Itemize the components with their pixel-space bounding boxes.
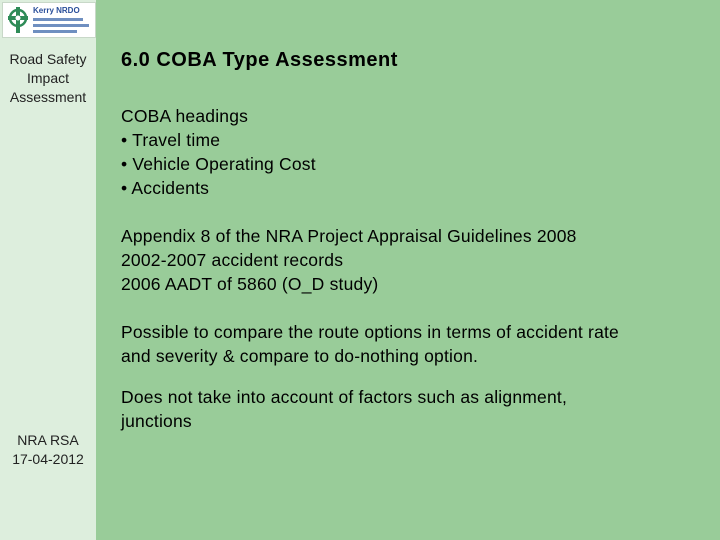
sidebar-title-line: Assessment [9,89,87,105]
logo-tagline-line [33,30,77,33]
sidebar-title [0,50,96,107]
text-line: junctions [121,411,192,431]
sidebar-footer-line: NRA RSA [17,432,79,448]
sidebar-title-line: Impact [26,70,69,86]
text-line: 2006 AADT of 5860 (O_D study) [121,274,379,294]
appendix-block [121,224,577,296]
slide-title: 6.0 COBA Type Assessment [121,49,398,71]
sidebar-footer [0,431,96,469]
sidebar [0,0,96,540]
bullet-item: • Travel time [121,130,221,150]
sidebar-footer-date: 17-04-2012 [12,451,84,467]
text-line: and severity & compare to do-nothing option. [121,346,479,366]
bullet-item: • Vehicle Operating Cost [121,154,316,174]
comparison-block [121,320,619,368]
text-line: 2002-2007 accident records [121,250,344,270]
logo-text: Kerry NRDO [33,6,80,15]
text-line: COBA headings [121,106,249,126]
bullet-item: • Accidents [121,178,210,198]
logo [2,2,96,38]
coba-headings-block [121,104,316,200]
logo-tagline-line [33,18,83,21]
logo-tagline-line [33,24,89,27]
sidebar-title-line: Road Safety [9,51,87,67]
text-line: Possible to compare the route options in terms of accident rate [121,322,619,342]
limitations-block [121,385,567,433]
text-line: Appendix 8 of the NRA Project Appraisal Guidelines 2008 [121,226,577,246]
text-line: Does not take into account of factors such as alignment, [121,387,568,407]
celtic-cross-icon [6,6,30,34]
